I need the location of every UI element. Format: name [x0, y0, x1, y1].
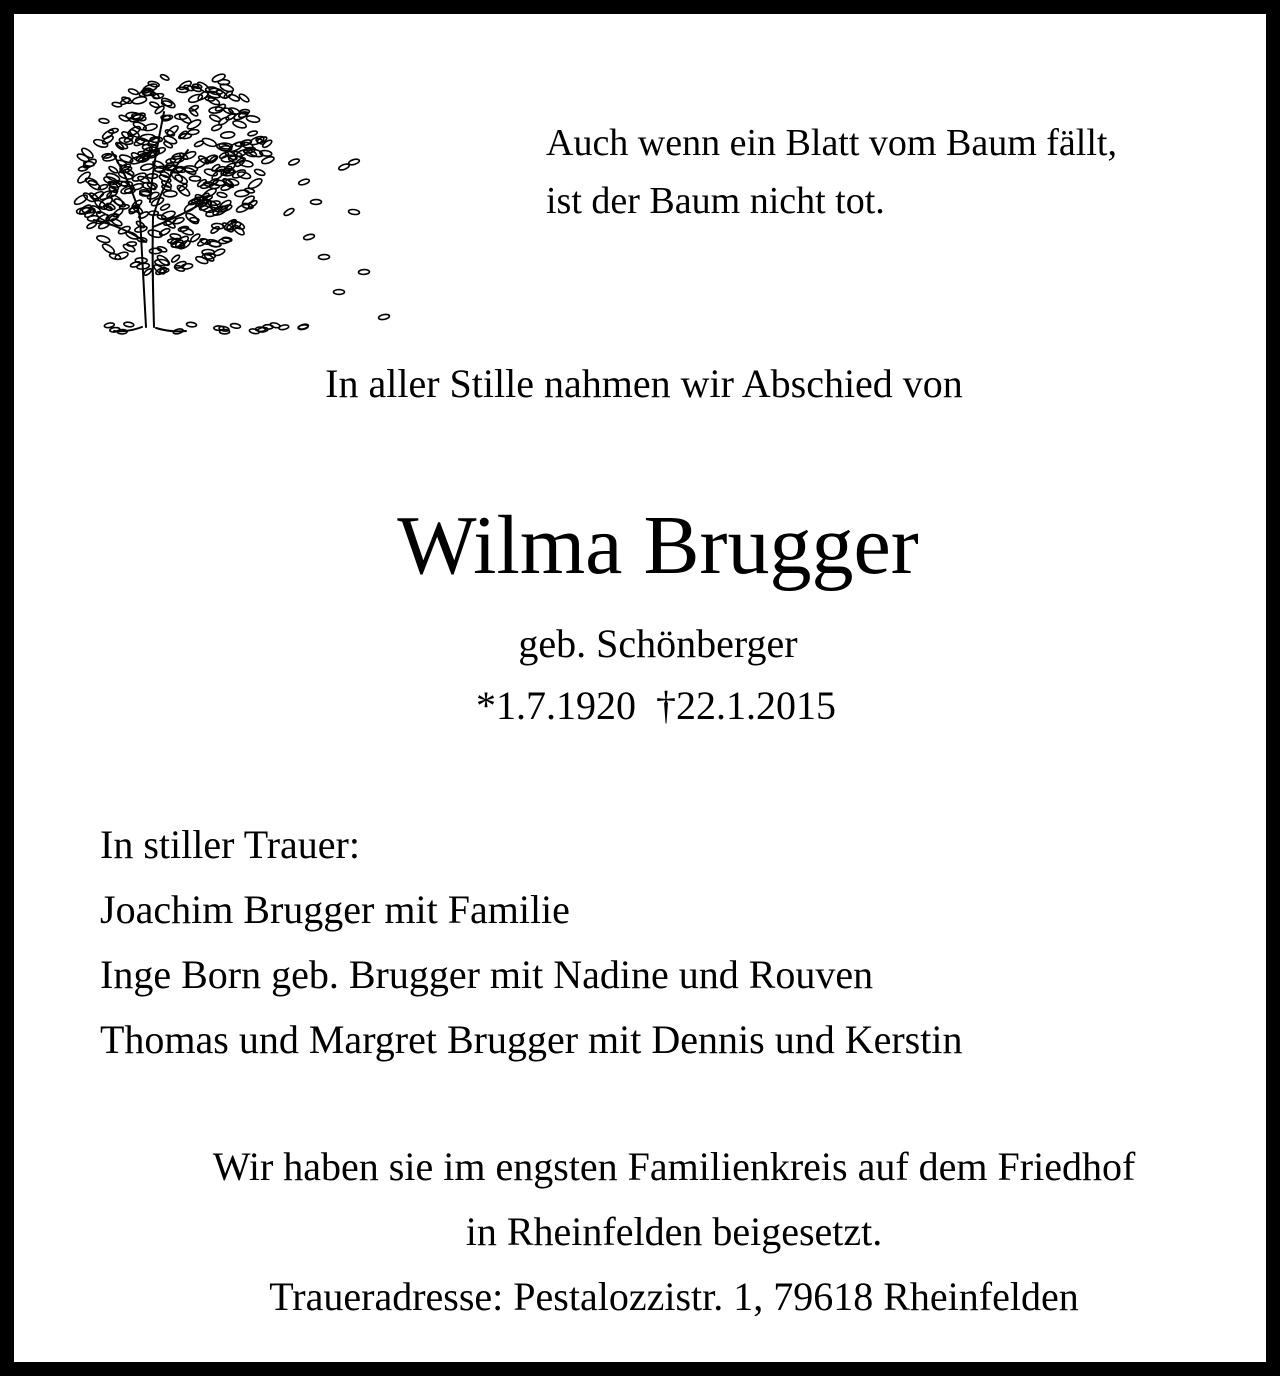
leaf-mark	[132, 96, 147, 105]
leaf-mark	[186, 322, 196, 327]
leaf-mark	[303, 233, 315, 240]
leaf-mark	[178, 183, 188, 192]
leaf-mark	[99, 118, 110, 124]
maiden-name: geb. Schönberger	[518, 621, 798, 666]
leaf-mark	[174, 173, 189, 185]
leaf-mark	[220, 131, 235, 139]
burial-line: in Rheinfelden beigesetzt.	[465, 1209, 883, 1254]
mourner-line: Joachim Brugger mit Familie	[100, 887, 570, 932]
leaf-mark	[85, 177, 99, 187]
deceased-name: Wilma Brugger	[397, 499, 919, 592]
leaf-mark	[235, 190, 250, 198]
leaf-mark	[223, 90, 233, 99]
leaf-mark	[238, 93, 250, 104]
leaf-mark	[318, 254, 329, 259]
leaf-mark	[163, 191, 177, 197]
leaf-mark	[186, 118, 202, 131]
farewell-line: In aller Stille nahmen wir Abschied von	[325, 361, 963, 406]
leaf-mark	[378, 314, 390, 321]
leaf-mark	[178, 226, 189, 233]
leaf-mark	[247, 130, 257, 137]
windblown-tree-icon	[54, 52, 404, 352]
leaf-mark	[232, 120, 247, 130]
leaf-mark	[310, 200, 321, 205]
leaf-mark	[128, 88, 139, 96]
burial-info	[14, 1134, 1280, 1329]
life-dates: *1.7.1920 †22.1.2015	[476, 683, 836, 728]
leaf-mark	[239, 159, 253, 167]
condolence-address: Traueradresse: Pestalozzistr. 1, 79618 Rheinfelden	[269, 1274, 1079, 1319]
leaf-mark	[217, 192, 228, 199]
leaf-mark	[283, 207, 295, 217]
leaf-mark	[160, 97, 176, 110]
leaf-mark	[348, 158, 360, 166]
mourner-line: Thomas und Margret Brugger mit Dennis und Kerstin	[100, 1017, 963, 1062]
leaf-mark	[155, 266, 168, 276]
leaf-mark	[288, 158, 300, 166]
leaf-mark	[143, 123, 158, 132]
leaf-mark	[183, 201, 198, 214]
leaf-mark	[124, 188, 135, 194]
leaf-mark	[194, 140, 204, 148]
leaf-mark	[233, 110, 248, 121]
leaf-mark	[130, 261, 141, 268]
leaf-mark	[334, 290, 345, 295]
leaf-mark	[160, 74, 170, 82]
mourners-list	[100, 812, 962, 1072]
leaf-mark	[230, 323, 241, 329]
leaf-mark	[228, 93, 240, 102]
leaf-mark	[358, 269, 369, 274]
leaf-mark	[298, 178, 310, 186]
burial-line: Wir haben sie im engsten Familienkreis auf dem Friedhof	[212, 1144, 1136, 1189]
leaf-mark	[124, 322, 135, 328]
motto-quote	[546, 114, 1117, 230]
leaf-mark	[160, 203, 171, 211]
leaf-mark	[147, 229, 163, 239]
motto-line: Auch wenn ein Blatt vom Baum fällt,	[546, 122, 1117, 164]
leaf-mark	[254, 168, 266, 176]
leaf-mark	[94, 199, 109, 212]
leaf-mark	[96, 235, 110, 244]
leaf-mark	[189, 176, 200, 181]
leaf-mark	[188, 93, 204, 104]
motto-line: ist der Baum nicht tot.	[546, 180, 885, 222]
leaf-mark	[93, 138, 109, 149]
leaf-mark	[348, 209, 360, 215]
leaf-mark	[246, 115, 260, 123]
leaf-mark	[140, 163, 154, 171]
mourner-line: Inge Born geb. Brugger mit Nadine und Rouven	[100, 952, 874, 997]
leaf-mark	[237, 171, 251, 180]
leaf-mark	[86, 221, 97, 229]
leaf-mark	[76, 170, 92, 184]
leaf-mark	[184, 212, 200, 226]
mourners-heading: In stiller Trauer:	[100, 822, 360, 867]
